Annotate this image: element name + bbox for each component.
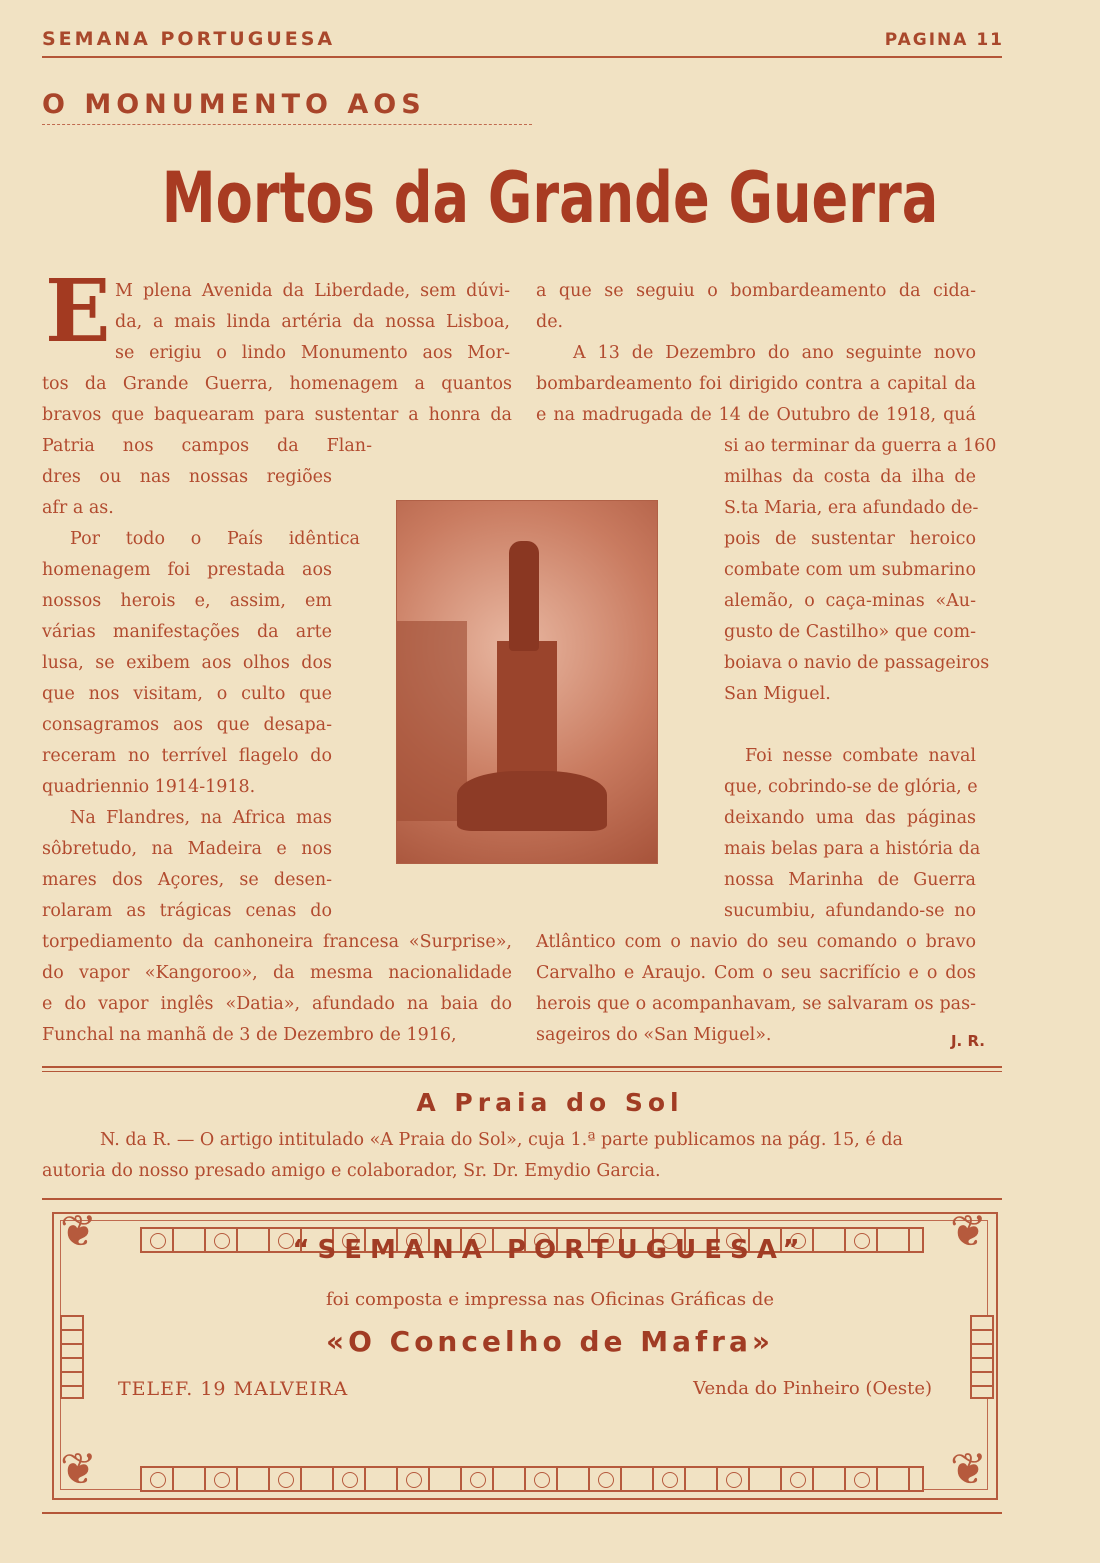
publication-name: SEMANA PORTUGUESA bbox=[42, 28, 336, 50]
article-text-line: se erigiu o lindo Monumento aos Mor- bbox=[115, 343, 510, 363]
kicker-rule bbox=[42, 124, 532, 125]
article-text-line: sageiros do «San Miguel». bbox=[536, 1025, 772, 1045]
drop-cap: E bbox=[45, 261, 111, 362]
ornament-icon: ❦ bbox=[950, 1206, 987, 1257]
article-text-line: a que se seguiu o bombardeamento da cida- bbox=[536, 281, 976, 301]
advert-title: “SEMANA PORTUGUESA” bbox=[292, 1235, 808, 1265]
article-text-line: lusa, se exibem aos olhos dos bbox=[42, 653, 332, 673]
article-text-line: várias manifestações da arte bbox=[42, 622, 332, 642]
article-text-line: mais belas para a história da bbox=[724, 839, 981, 859]
footer-rule bbox=[42, 1512, 1002, 1514]
article-text-line: de. bbox=[536, 312, 564, 332]
article-text-line: que nos visitam, o culto que bbox=[42, 684, 332, 704]
article-text-line: torpediamento da canhoneira francesa «Surprise», bbox=[42, 932, 512, 952]
advert-line: foi composta e impressa nas Oficinas Gráficas de bbox=[326, 1289, 774, 1310]
article-text-line: mares dos Açores, se desen- bbox=[42, 870, 332, 890]
article-text-line: quadriennio 1914-1918. bbox=[42, 777, 256, 797]
article-text-line: afr a as. bbox=[42, 498, 114, 518]
article-text-line: milhas da costa da ilha de bbox=[724, 467, 976, 487]
article-text-line: Na Flandres, na Africa mas bbox=[70, 808, 332, 828]
article-text-line: sôbretudo, na Madeira e nos bbox=[42, 839, 332, 859]
article-text-line: consagramos aos que desapa- bbox=[42, 715, 332, 735]
article-text-line: nossos herois e, assim, em bbox=[42, 591, 332, 611]
article-text-line: que, cobrindo-se de glória, e bbox=[724, 777, 978, 797]
article-text-line: M plena Avenida da Liberdade, sem dúvi- bbox=[115, 281, 510, 301]
article-text-line: pois de sustentar heroico bbox=[724, 529, 976, 549]
note-line: N. da R. — O artigo intitulado «A Praia do Sol», cuja 1.ª parte publicamos na pág. 15, é da bbox=[100, 1130, 903, 1150]
article-text-line: e do vapor inglês «Datia», afundado na baia do bbox=[42, 994, 512, 1014]
ornament-icon: ❦ bbox=[950, 1444, 987, 1495]
article-text-line: bravos que baquearam para sustentar a honra da bbox=[42, 405, 512, 425]
advert-location: Venda do Pinheiro (Oeste) bbox=[693, 1378, 932, 1399]
article-text-line: combate com um submarino bbox=[724, 560, 976, 580]
article-text-line: Patria nos campos da Flan- bbox=[42, 436, 372, 456]
article-text-line: homenagem foi prestada aos bbox=[42, 560, 332, 580]
article-end-rule-thin bbox=[42, 1071, 1002, 1072]
article-text-line: da, a mais linda artéria da nossa Lisboa, bbox=[115, 312, 510, 332]
article-text-line: Foi nesse combate naval bbox=[745, 746, 976, 766]
article-title: Mortos da Grande Guerra bbox=[161, 157, 939, 239]
article-text-line: herois que o acompanhavam, se salvaram os pas- bbox=[536, 994, 976, 1014]
article-kicker: O MONUMENTO AOS bbox=[42, 89, 426, 120]
article-text-line: Por todo o País idêntica bbox=[70, 529, 360, 549]
ornament-icon: ❦ bbox=[60, 1206, 97, 1257]
article-end-rule bbox=[42, 1066, 1002, 1068]
monument-photo bbox=[396, 500, 658, 864]
note-end-rule bbox=[42, 1198, 1002, 1200]
article-text-line: Atlântico com o navio do seu comando o bravo bbox=[536, 932, 976, 952]
article-text-line: tos da Grande Guerra, homenagem a quantos bbox=[42, 374, 512, 394]
page-number: PAGINA 11 bbox=[884, 30, 1004, 50]
article-text-line: alemão, o caça-minas «Au- bbox=[724, 591, 976, 611]
advert-printer: «O Concelho de Mafra» bbox=[326, 1325, 774, 1358]
article-text-line: bombardeamento foi dirigido contra a capital da bbox=[536, 374, 976, 394]
article-text-line: Carvalho e Araujo. Com o seu sacrifício e o dos bbox=[536, 963, 976, 983]
article-text-line: si ao terminar da guerra a 160 bbox=[724, 436, 997, 456]
note-title: A Praia do Sol bbox=[416, 1088, 684, 1117]
article-text-line: Funchal na manhã de 3 de Dezembro de 1916, bbox=[42, 1025, 457, 1045]
article-text-line: deixando uma das páginas bbox=[724, 808, 976, 828]
article-signature: J. R. bbox=[950, 1032, 985, 1050]
article-text-line: boiava o navio de passageiros bbox=[724, 653, 990, 673]
article-text-line: gusto de Castilho» que com- bbox=[724, 622, 977, 642]
article-text-line: receram no terrível flagelo do bbox=[42, 746, 332, 766]
advert-bottom-band bbox=[140, 1466, 924, 1492]
article-text-line: San Miguel. bbox=[724, 684, 831, 704]
article-text-line: nossa Marinha de Guerra bbox=[724, 870, 976, 890]
article-text-line: S.ta Maria, era afundado de- bbox=[724, 498, 979, 518]
article-text-line: A 13 de Dezembro do ano seguinte novo bbox=[573, 343, 976, 363]
header-rule bbox=[42, 56, 1002, 58]
article-text-line: sucumbiu, afundando-se no bbox=[724, 901, 976, 921]
article-text-line: do vapor «Kangoroo», da mesma nacionalidade bbox=[42, 963, 512, 983]
article-text-line: dres ou nas nossas regiões bbox=[42, 467, 332, 487]
article-text-line: rolaram as trágicas cenas do bbox=[42, 901, 332, 921]
advert-telephone: TELEF. 19 MALVEIRA bbox=[118, 1378, 349, 1400]
article-text-line: e na madrugada de 14 de Outubro de 1918, quá bbox=[536, 405, 976, 425]
note-line: autoria do nosso presado amigo e colaborador, Sr. Dr. Emydio Garcia. bbox=[42, 1161, 661, 1181]
ornament-icon: ❦ bbox=[60, 1444, 97, 1495]
